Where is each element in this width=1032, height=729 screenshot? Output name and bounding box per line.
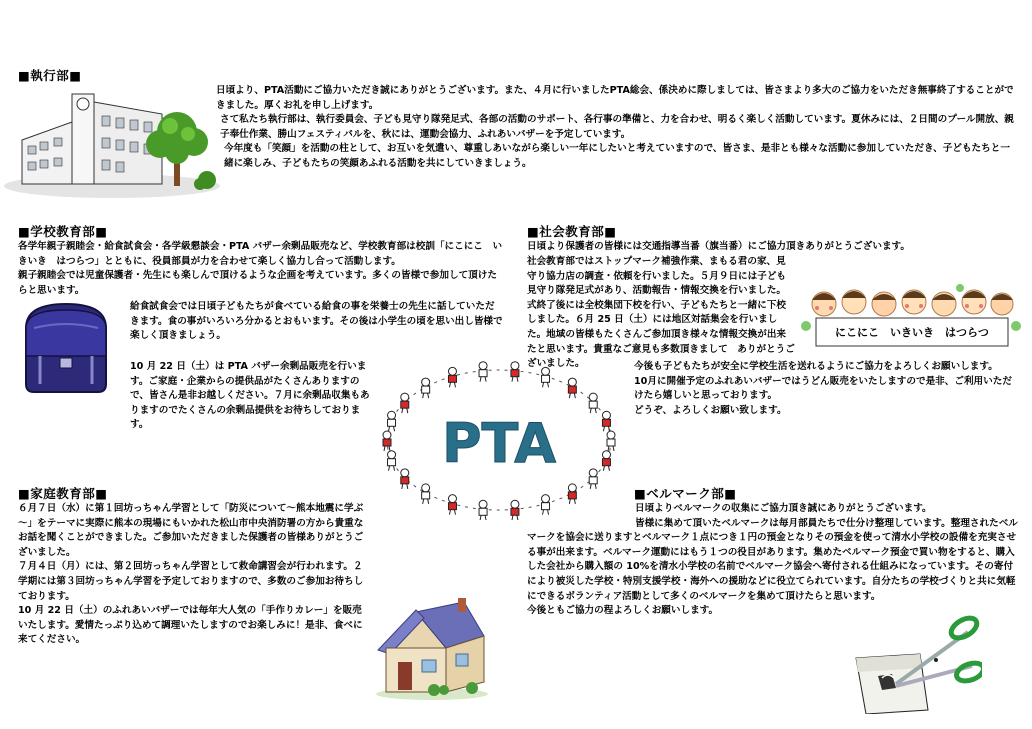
school-heading: ■学校教育部■ [18, 224, 108, 239]
child-figure [448, 367, 456, 387]
child-figure [401, 469, 409, 489]
home-heading: ■家庭教育部■ [18, 486, 108, 501]
home-paragraph: ７月４日（月）には、第２回坊っちゃん学習として救命講習会が行われます。２学期には第３回坊っちゃん学習を予定しておりますので、多数のご参加お待ちしております。 [18, 561, 364, 602]
executive-text [216, 84, 1016, 172]
home-paragraph: ６月７日（水）に第１回坊っちゃん学習として「防災について～熊本地震に学ぶ～」をテーマに実際に熊本の現場にもいかれた松山市中央消防署の方から貴重なお話を聞くことができました。ご参加いただきました保護者の皆様ありがとうございました。 [18, 503, 364, 558]
school-building-illustration [2, 80, 222, 198]
child-figure [422, 378, 430, 398]
child-figure [401, 393, 409, 413]
social-paragraph: 今後も子どもたちが安全に学校生活を送れるようにご協力をよろしくお願いします。 [634, 361, 998, 372]
school-paragraph: 10 月 22 日（土）は PTA バザー余剰品販売を行います。ご家庭・企業からの提供品がたくさんありますので、皆さん是非お越しください。７月に余剰品収集もありますのでたくさんの余剰品提供をお待ちしております。 [130, 361, 370, 431]
child-figure [568, 484, 576, 504]
social-heading: ■社会教育部■ [527, 224, 617, 239]
social-text-top [527, 240, 1019, 255]
scissors-bellmark-illustration [852, 614, 982, 714]
child-figure [448, 495, 456, 515]
clock-icon [77, 98, 89, 110]
executive-paragraph: さて私たち執行部は、執行委員会、子ども見守り隊発足式、各部の活動のサポート、各行事の準備と、力を合わせ、明るく楽しく活動しています。夏休みには、２日間のプール開放、親子奉仕作業、勝山フェスティバルを、秋には、運動会協力、ふれあいバザーを予定しています。 [220, 114, 1014, 140]
school-text-bottom [130, 360, 372, 433]
school-paragraph: 各学年親子親睦会・給食試食会・各学級懇談会・PTA バザー余剰品販売など、学校教育部は校訓「にこにこ いきいき はつらつ」とともに、役員部員が力を合わせて楽しく協力し合って活動します。 [18, 241, 503, 267]
social-paragraph: 日頃より保護者の皆様には交通指導当番（旗当番）にご協力頂きありがとうございます。 [527, 241, 910, 252]
school-paragraph: 親子親睦会では児童保護者・先生にも楽しんで頂けるような企画を考えています。多くの皆様で参加して頂けたらと思います。 [18, 270, 497, 296]
child-figure [511, 362, 519, 382]
child-figure [589, 469, 597, 489]
home-paragraph: 10 月 22 日（土）のふれあいバザーでは毎年大人気の「手作りカレー」を販売いたします。愛情たっぷり込めて調理いたしますのでお楽しみに！是非、食べに来てください。 [18, 605, 363, 646]
bellmark-paragraph: 今後ともご協力の程よろしくお願いします。 [527, 605, 719, 617]
bellmark-text [527, 502, 1021, 619]
child-figure [388, 411, 396, 431]
social-paragraph: 社会教育部ではストップマーク補強作業、まもる君の家、見守り協力店の調査・依頼を行いました。５月９日には子ども見守り隊発足式があり、活動報告・情報交換を行いました。式終了後には全校集団下校を行い、子どもたちと一緒に下校しました。６月 25 日（土）には地区対話集会を行いました。地域の皆様もたくさんご参加頂き様々な情報交換が出来たと思います。貴重なご意見も多数頂きまして ありがとうございました。 [527, 256, 795, 370]
banner-text: にこにこ いきいき はつらつ [835, 326, 989, 339]
child-figure [607, 431, 615, 451]
child-figure [602, 451, 610, 471]
bellmark-heading: ■ベルマーク部■ [634, 486, 737, 501]
social-paragraph: どうぞ、よろしくお願い致します。 [634, 404, 787, 416]
school-text-top [18, 240, 504, 298]
child-figure [388, 451, 396, 471]
child-figure [511, 500, 519, 520]
child-figure [479, 362, 487, 382]
child-figure [568, 378, 576, 398]
executive-paragraph: 日頃より、PTA活動にご協力いただき誠にありがとうございます。また、４月に行いましたPTA総会、係決めに際しましては、皆さまより多大のご協力をいただき無事終了することができました。厚くお礼を申し上げます。 [216, 85, 1014, 111]
child-figure [422, 484, 430, 504]
scissors-icon [896, 614, 982, 686]
randoseru-icon [14, 298, 118, 396]
social-paragraph: 10月に開催予定のふれあいバザーではうどん販売をいたしますので是非、ご利用いただけたら嬉しいと思っております。 [634, 375, 1012, 402]
social-text-bottom [634, 360, 1020, 418]
bellmark-paragraph: 日頃よりベルマークの収集にご協力頂き誠にありがとうございます。 [635, 503, 932, 514]
home-text [18, 502, 368, 648]
child-figure [602, 411, 610, 431]
school-paragraph: 給食試食会では日頃子どもたちが食べている給食の事を栄養士の先生に話していただきます。食の事がいろいろ分かるとおもいます。その後は小学生の頃を思い出し皆様で楽しく頂きましょう。 [130, 301, 503, 342]
child-figure [383, 431, 391, 451]
children-banner-illustration [800, 282, 1022, 358]
school-text-mid [130, 300, 504, 344]
executive-heading: ■執行部■ [18, 68, 82, 83]
child-figure [589, 393, 597, 413]
executive-paragraph: 今年度も「笑顔」を活動の柱として、お互いを気遣い、尊重しあいながら楽しい一年にしたいと考えていますので、皆さま、是非とも様々な活動に参加していただき、子どもたちと一緒に楽しみ、子どもたちの笑顔あふれる活動を共にしていきましょう。 [224, 143, 1010, 169]
pta-logo [372, 356, 626, 520]
house-icon [372, 590, 490, 702]
bellmark-paragraph: 皆様に集めて頂いたベルマークは毎月部員たちで仕分け整理しています。整理されたベルマークを協会に送りますとベルマーク１点につき１円の預金となりその預金を使って清水小学校の設備を充実させる事が出来ます。ベルマーク運動にはもう１つの役目があります。集めたベルマーク預金で買い物をすると、購入した会社から購入額の 10%を清水小学校の名前でベルマーク協会へ寄付される仕組みになっています。その寄付により被災した学校・特別支援学校・海外への援助などに役立てられています。自分たちの学校づくりと共に気軽にできるボランティア活動として多くのベルマークを集めて頂けたらと思います。 [527, 517, 1018, 602]
social-text-left [527, 255, 795, 372]
pta-logo-text: PTA [441, 412, 557, 475]
child-figure [479, 500, 487, 520]
